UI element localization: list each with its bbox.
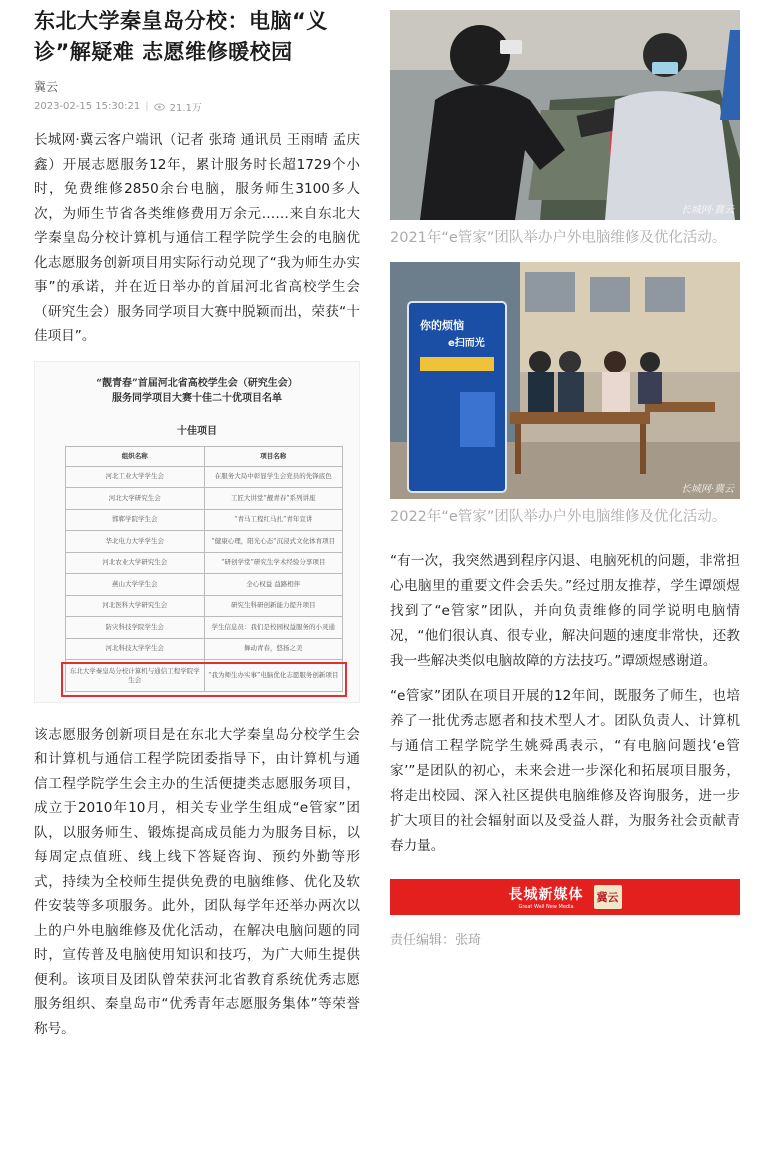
article-title: 东北大学秦皇岛分校：电脑“义诊”解疑难 志愿维修暖校园 — [34, 9, 328, 64]
article-meta — [34, 99, 360, 114]
photo-watermark: 长城网·冀云 — [680, 484, 734, 495]
responsible-editor: 责任编辑：张琦 — [390, 933, 482, 948]
banner-logo: 長城新媒体 — [508, 887, 584, 903]
award-list-heading: “靓青春”首届河北省高校学生会（研究生会）服务同学项目大赛十佳二十优项目名单 — [96, 377, 298, 404]
right-column — [390, 10, 740, 948]
table-row — [66, 509, 343, 531]
table-cell: 河北医科大学研究生会 — [66, 595, 205, 617]
award-list-image — [34, 361, 360, 703]
poster-text-1: 你的烦恼 — [420, 319, 464, 332]
photo-2021-activity[interactable] — [390, 10, 740, 220]
photo-2022-activity[interactable] — [390, 262, 740, 499]
banner-badge: 冀云 — [594, 885, 622, 909]
table-row — [66, 595, 343, 617]
photo-2021-illustration — [390, 10, 740, 220]
award-table — [65, 446, 343, 693]
table-cell: 全心权益 益路相伴 — [204, 574, 343, 596]
table-cell: 在服务大局中彰显学生会党员的先锋底色 — [204, 466, 343, 488]
article-paragraph-4: “e管家”团队在项目开展的12年间，既服务了师生，也培养了一批优秀志愿者和技术型人才。团队负责人、计算机与通信工程学院学生姚舜禹表示，“有电脑问题找‘e管家’”是团队的初心，未来会进一步深化和拓展项目服务，将走出校园、深入社区提供电脑维修及咨询服务，进一步扩大项目的社会辐射面以及受益人群，为服务社会贡献青春力量。 — [390, 688, 740, 854]
award-table-header — [66, 446, 343, 466]
table-cell: 河北大学研究生会 — [66, 488, 205, 510]
table-row — [66, 552, 343, 574]
table-row — [66, 488, 343, 510]
table-cell: “青马工程红马扎”青年宣讲 — [204, 509, 343, 531]
award-table-col-proj: 项目名称 — [204, 446, 343, 466]
meta-divider: | — [145, 101, 149, 112]
table-row — [66, 617, 343, 639]
table-cell: 东北大学秦皇岛分校计算机与通信工程学院学生会 — [66, 660, 205, 692]
table-row — [66, 466, 343, 488]
article-paragraph-2: 该志愿服务创新项目是在东北大学秦皇岛分校学生会和计算机与通信工程学院团委指导下，由计算机与通信工程学院学生会主办的生活便捷类志愿服务项目，成立于2010年10月，相关专业学生组成“e管家”团队，以服务师生、锻炼提高成员能力为服务目标，以每周定点值班、线上线下答疑咨询、预约外勤等形式，持续为全校师生提供免费的电脑维修、优化及软件安装等多项服务。此外，团队每学年还举办两次以上的户外电脑维修及优化活动，在解决电脑问题的同时，宣传普及电脑使用知识和技巧，为广大师生提供便利。该项目及团队曾荣获河北省教育系统优秀志愿服务组织、秦皇岛市“优秀青年志愿服务集体”等荣誉称号。 — [34, 726, 360, 1037]
eye-icon — [154, 103, 165, 111]
table-row — [66, 638, 343, 660]
table-cell: 河北科技大学学生会 — [66, 638, 205, 660]
banner-logo-group — [509, 884, 584, 910]
photo-caption-2021: 2021年“e管家”团队举办户外电脑维修及优化活动。 — [390, 230, 727, 246]
table-cell: 邯郸学院学生会 — [66, 509, 205, 531]
table-cell: 学生信息员：我们是校园权益服务的小灵通 — [204, 617, 343, 639]
media-banner[interactable] — [390, 879, 740, 915]
table-cell: 防灾科技学院学生会 — [66, 617, 205, 639]
view-count: 21.1万 — [169, 103, 202, 114]
article-source[interactable]: 冀云 — [34, 80, 59, 94]
table-cell: 工匠大讲堂“靓青春”系列讲座 — [204, 488, 343, 510]
table-cell: 舞动青春，悠扬之美 — [204, 638, 343, 660]
award-table-col-org: 组织名称 — [66, 446, 205, 466]
photo-watermark: 长城网·冀云 — [680, 205, 734, 216]
table-cell: 河北农业大学研究生会 — [66, 552, 205, 574]
award-list-subheading: 十佳项目 — [177, 425, 217, 437]
poster-text-2: e扫而光 — [448, 338, 485, 349]
photo-2022-illustration — [390, 262, 740, 499]
table-cell: 河北工业大学学生会 — [66, 466, 205, 488]
table-row — [66, 531, 343, 553]
table-cell: 华北电力大学学生会 — [66, 531, 205, 553]
table-cell: 燕山大学学生会 — [66, 574, 205, 596]
publish-timestamp: 2023-02-15 15:30:21 — [34, 101, 141, 112]
article-paragraph-1: 长城网·冀云客户端讯（记者 张琦 通讯员 王雨晴 孟庆鑫）开展志愿服务12年，累计服务时长超1729个小时，免费维修2850余台电脑，服务师生3100多人次，为师生节省各类维修费用万余元……来自东北大学秦皇岛分校计算机与通信工程学院学生会的电脑优化志愿服务创新项目用实际行动兑现了“我为师生办实事”的承诺，并在近日举办的首届河北省高校学生会（研究生会）服务同学项目大赛中脱颖而出，荣获“十佳项目”。 — [34, 132, 360, 344]
left-column — [34, 6, 360, 1041]
article-paragraph-3: “有一次，我突然遇到程序闪退、电脑死机的问题，非常担心电脑里的重要文件会丢失。”经过朋友推荐，学生谭颂煜找到了“e管家”团队，并向负责维修的同学说明电脑情况，“他们很认真、很专业，解决问题的速度非常快，还教我一些解决类似电脑故障的方法技巧。”谭颂煜感谢道。 — [390, 553, 740, 669]
highlight-box — [61, 662, 347, 697]
table-cell: “健康心理，阳光心态”沉浸式文化体育项目 — [204, 531, 343, 553]
table-row — [66, 574, 343, 596]
banner-subtitle: Great Wall New Media — [518, 904, 574, 910]
table-cell: 研究生科研创新能力提升项目 — [204, 595, 343, 617]
photo-caption-2022: 2022年“e管家”团队举办户外电脑维修及优化活动。 — [390, 509, 727, 525]
table-cell: “研创学堂”研究生学术经验分享项目 — [204, 552, 343, 574]
table-cell: “我为师生办实事”电脑优化志愿服务创新项目 — [204, 660, 343, 692]
